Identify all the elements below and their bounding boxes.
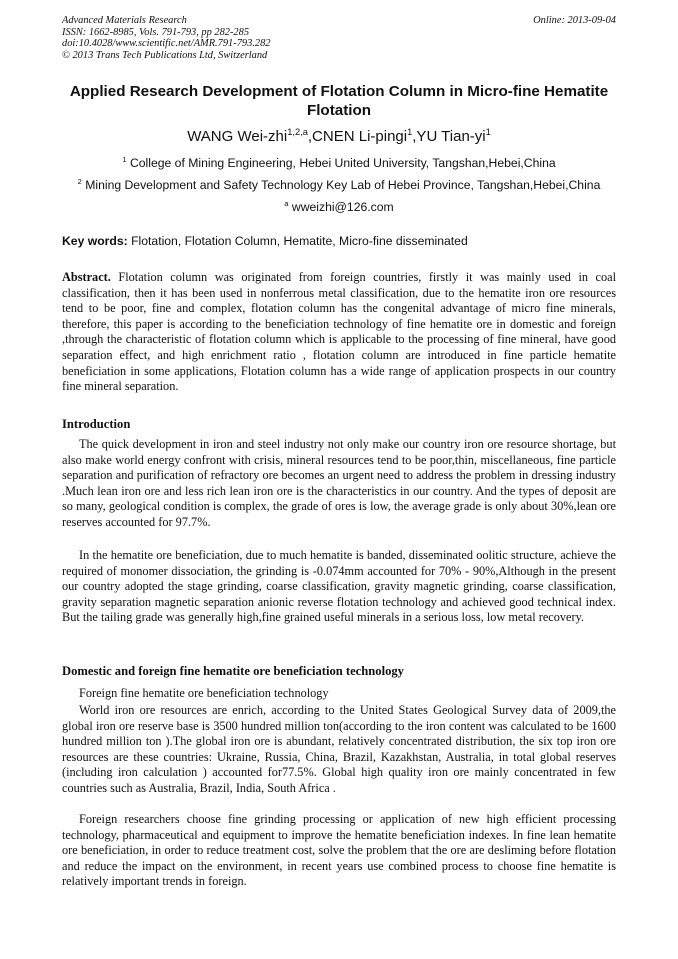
affiliation-2 bbox=[62, 178, 616, 193]
paper-title: Applied Research Development of Flotation Column in Micro-fine Hematite Flotation bbox=[69, 83, 609, 119]
keywords-label: Key words: bbox=[62, 234, 128, 248]
journal-name: Advanced Materials Research bbox=[62, 15, 187, 26]
subsection-heading: Foreign fine hematite ore beneficiation technology bbox=[79, 686, 329, 700]
paragraph: In the hematite ore beneficiation, due to much hematite is banded, disseminated oolitic structure, achieve the required of monomer dissociation, the grinding is -0.074mm accounted for 70% - 90%,Although in the present our country adopted the stage grinding, coarse classification, gravity magnetic grinding, coarse classification, gravity separation magnetic separation anionic reverse flotation technology and achieved good technical index. But the tailing grade was generally high,fine grained useful minerals in a serious loss, low metal recovery. bbox=[62, 548, 616, 625]
section-heading-domestic-foreign: Domestic and foreign fine hematite ore beneficiation technology bbox=[62, 664, 404, 678]
affiliation-text: Mining Development and Safety Technology Key Lab of Hebei Province, Tangshan,Hebei,China bbox=[85, 178, 601, 192]
affiliation-1 bbox=[62, 156, 616, 171]
journal-header bbox=[62, 15, 616, 61]
author-affiliation-mark: 1 bbox=[485, 127, 491, 137]
abstract-text: Flotation column was originated from foreign countries, firstly it was mainly used in coal classification, then it has been used in nonferrous metal classification, due to the hematite iron ore resources tend to be poor, fine and complex, flotation column has the congenital advantage of micro fine minerals, therefore, this paper is according to the beneficiation technology of fine hematite ore in domestic and foreign ,through the characteristic of flotation column which is applicable to the processing of fine mineral, have good separation effect, and high enrichment ratio , flotation column are introduced in fine particle hematite beneficiation in some applications, Flotation column has a wide range of application prospects in our country fine mineral separation. bbox=[62, 270, 617, 394]
abstract bbox=[62, 270, 616, 395]
doi-line: doi:10.4028/www.scientific.net/AMR.791-793.282 bbox=[62, 38, 271, 50]
section-heading-introduction: Introduction bbox=[62, 417, 131, 431]
author-list bbox=[62, 127, 616, 147]
author-affiliation-mark: 1,2,a bbox=[287, 127, 308, 137]
email-address: wweizhi@126.com bbox=[291, 200, 394, 214]
abstract-label: Abstract. bbox=[62, 270, 111, 284]
online-date: Online: 2013-09-04 bbox=[533, 15, 616, 26]
issn-line: ISSN: 1662-8985, Vols. 791-793, pp 282-285 bbox=[62, 26, 250, 38]
author-name: ,CNEN Li-pingi bbox=[307, 128, 408, 145]
copyright-line: © 2013 Trans Tech Publications Ltd, Switzerland bbox=[62, 49, 268, 61]
author-email bbox=[62, 200, 616, 215]
paragraph: Foreign researchers choose fine grinding processing or application of new high efficient processing technology, pharmaceutical and equipment to improve the hematite beneficiation indexes. In fine lean hematite ore beneficiation, in order to reduce treatment cost, solve the problem that the ore are desliming before flotation and reduce the impact on the environment, in recent years use combined process to choose fine hematite is relatively important trends in foreign. bbox=[62, 812, 616, 889]
affiliation-text: College of Mining Engineering, Hebei United University, Tangshan,Hebei,China bbox=[129, 156, 556, 170]
author-name: ,YU Tian-yi bbox=[412, 128, 486, 145]
author-name: WANG Wei-zhi bbox=[187, 128, 288, 145]
author-affiliation-mark: 1 bbox=[407, 127, 413, 137]
keywords-text: Flotation, Flotation Column, Hematite, Micro-fine disseminated bbox=[131, 234, 468, 248]
paragraph: World iron ore resources are enrich, according to the United States Geological Survey data of 2009,the global iron ore reserve base is 3500 hundred million ton(according to the iron content was calculated to be 1600 hundred million ton ).The global iron ore is abundant, relatively concentrated distribution, the six top iron ore resources are these countries: Ukraine, Russia, China, Brazil, Kazakhstan, Australia, in total global reserves (including iron calculation ) accounted for77.5%. Global high quality iron ore mainly concentrated in few countries such as Australia, Brazil, India, South Africa . bbox=[62, 703, 616, 795]
email-mark: a bbox=[284, 198, 289, 208]
affiliation-mark: 2 bbox=[77, 176, 82, 186]
keywords bbox=[62, 234, 616, 249]
paragraph: The quick development in iron and steel industry not only make our country iron ore resource shortage, but also make world energy confront with crisis, mineral resources tend to be poor,thin, miscellaneous, fine particle separation and purification of refractory ore becomes an urgent need to address the problem in dressing industry .Much lean iron ore and less rich lean iron ore is the characteristics in our country. And the types of deposit are so many, geological condition is complex, the grade of ores is low, the average grade is only about 30%,lean ore reserves accounted for 97.7%. bbox=[62, 437, 616, 529]
affiliation-mark: 1 bbox=[122, 154, 127, 164]
